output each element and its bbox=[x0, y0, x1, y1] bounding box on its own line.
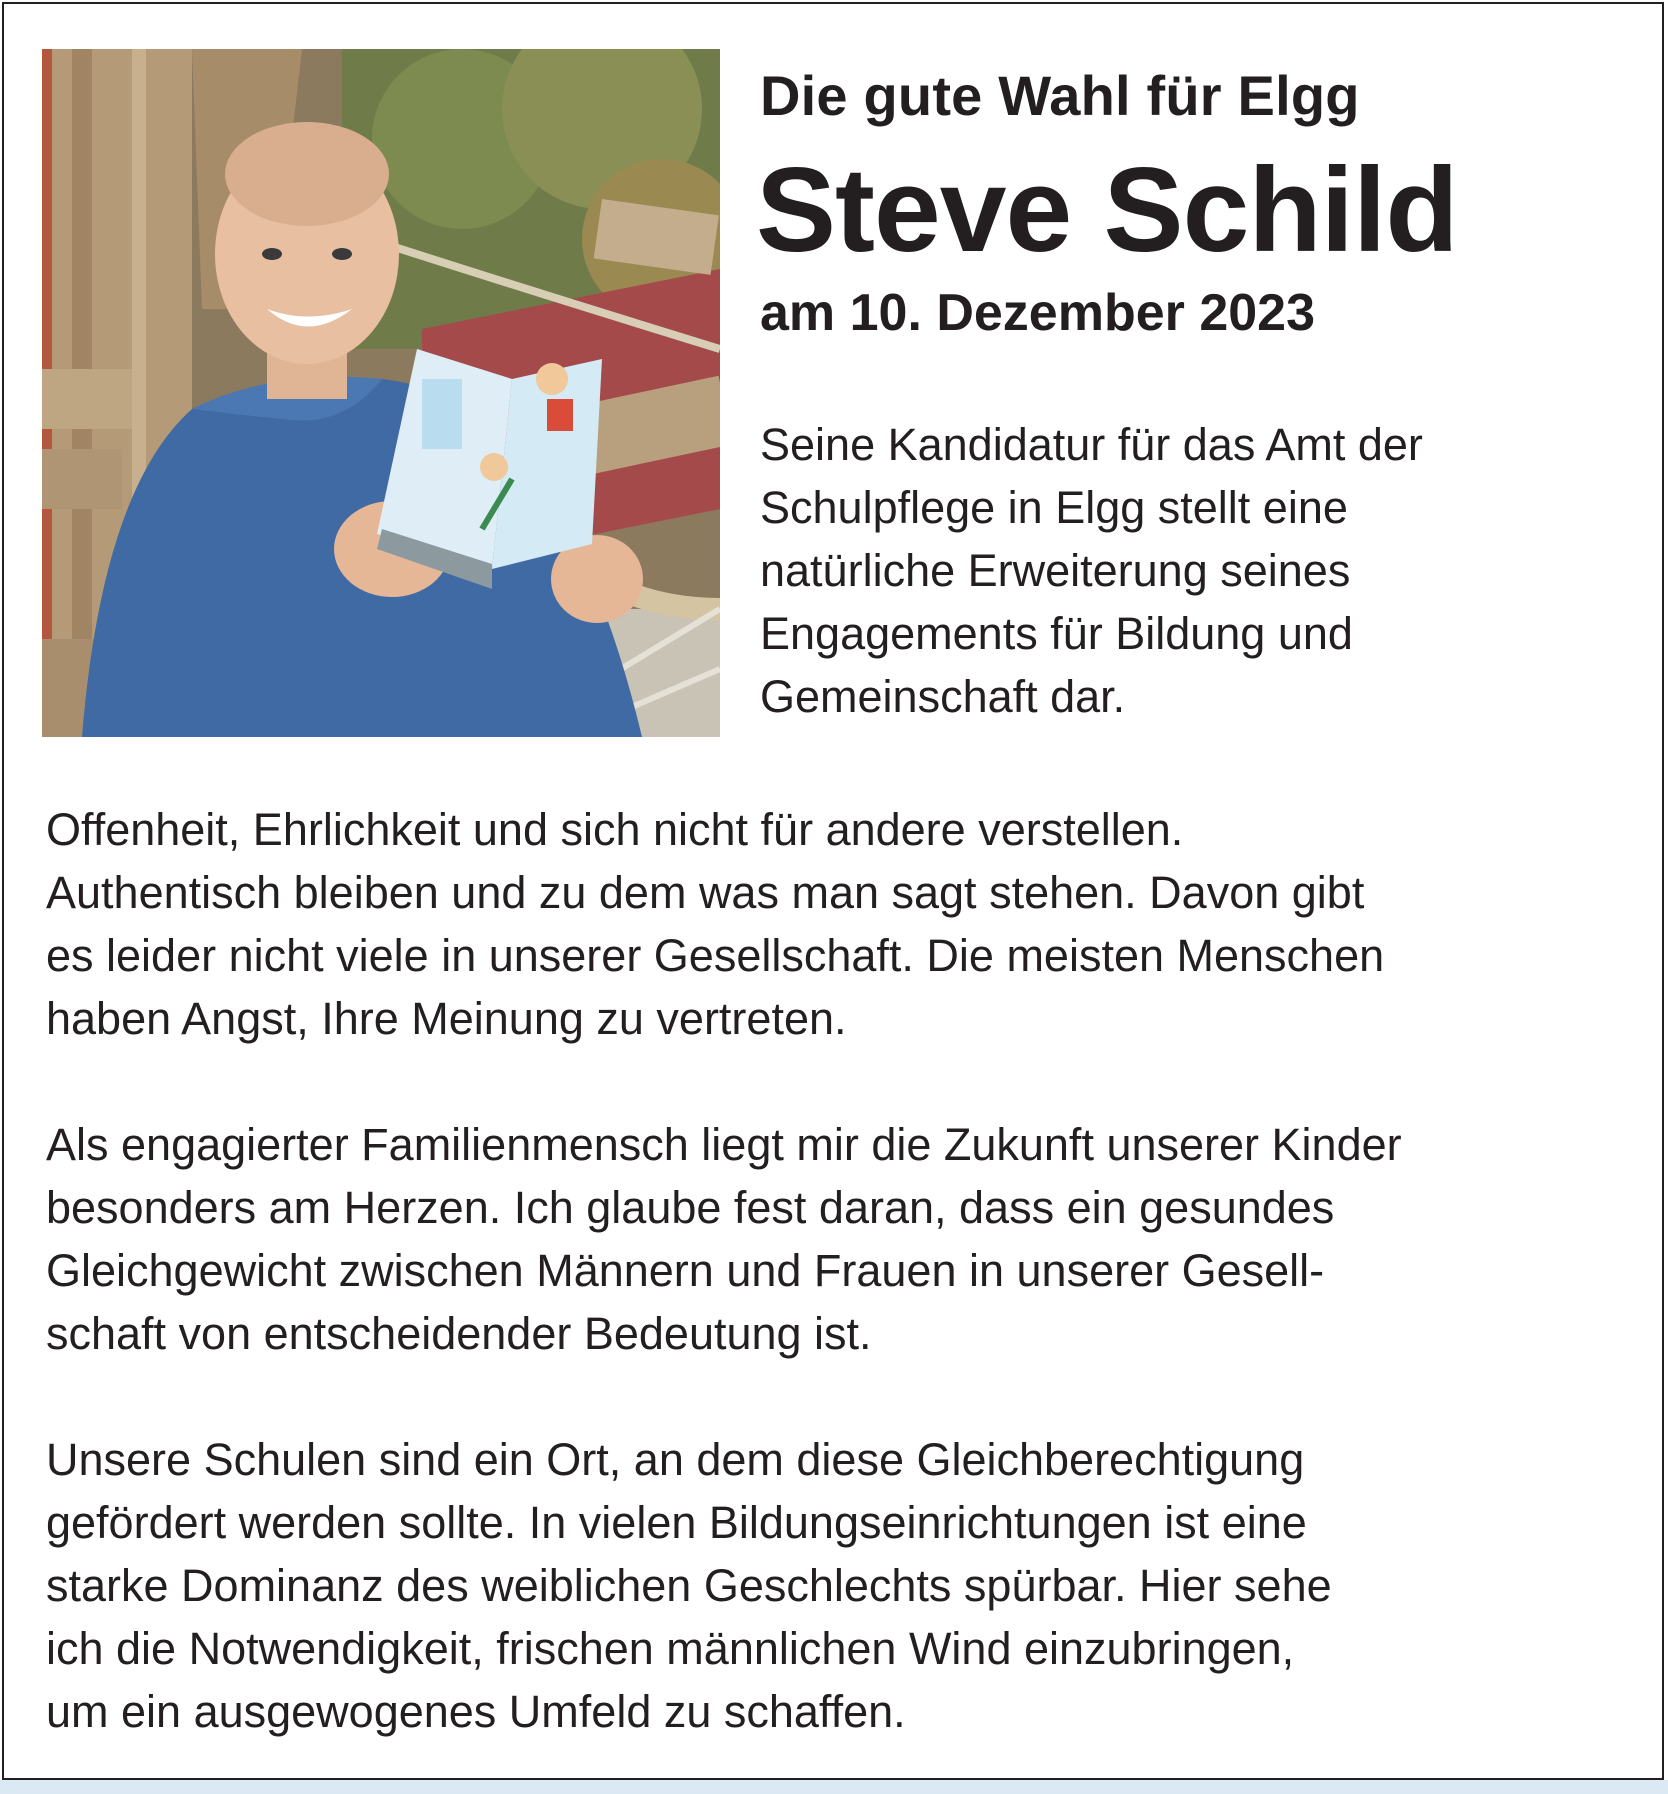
paragraph-honesty bbox=[46, 798, 1656, 1050]
intro-line: Gemeinschaft dar. bbox=[760, 671, 1126, 722]
intro-line: Engagements für Bildung und bbox=[760, 608, 1353, 659]
intro-paragraph bbox=[760, 413, 1640, 728]
paragraph-line: Offenheit, Ehrlichkeit und sich nicht für andere verstellen. bbox=[46, 804, 1184, 855]
paragraph-family bbox=[46, 1113, 1656, 1365]
paragraph-line: um ein ausgewogenes Umfeld zu schaffen. bbox=[46, 1686, 906, 1737]
kicker-headline: Die gute Wahl für Elgg bbox=[760, 64, 1360, 127]
paragraph-line: Authentisch bleiben und zu dem was man sagt stehen. Davon gibt bbox=[46, 867, 1365, 918]
paragraph-schools bbox=[46, 1428, 1656, 1743]
intro-line: Schulpflege in Elgg stellt eine bbox=[760, 482, 1348, 533]
paragraph-line: es leider nicht viele in unserer Gesellschaft. Die meisten Menschen bbox=[46, 930, 1385, 981]
paragraph-line: gefördert werden sollte. In vielen Bildungseinrichtungen ist eine bbox=[46, 1497, 1307, 1548]
candidate-name: Steve Schild bbox=[756, 143, 1458, 277]
paragraph-line: schaft von entscheidender Bedeutung ist. bbox=[46, 1308, 872, 1359]
paragraph-line: Unsere Schulen sind ein Ort, an dem diese Gleichberechtigung bbox=[46, 1434, 1305, 1485]
paragraph-line: ich die Notwendigkeit, frischen männlichen Wind einzubringen, bbox=[46, 1623, 1295, 1674]
intro-line: Seine Kandidatur für das Amt der bbox=[760, 419, 1423, 470]
candidate-photo bbox=[42, 49, 720, 737]
intro-line: natürliche Erweiterung seines bbox=[760, 545, 1351, 596]
paragraph-line: Als engagierter Familienmensch liegt mir die Zukunft unserer Kinder bbox=[46, 1119, 1402, 1170]
headline-block bbox=[756, 58, 1640, 346]
bottom-strip bbox=[0, 1780, 1668, 1794]
paragraph-line: starke Dominanz des weiblichen Geschlechts spürbar. Hier sehe bbox=[46, 1560, 1332, 1611]
election-date: am 10. Dezember 2023 bbox=[760, 284, 1316, 342]
paragraph-line: haben Angst, Ihre Meinung zu vertreten. bbox=[46, 993, 847, 1044]
paragraph-line: Gleichgewicht zwischen Männern und Frauen in unserer Gesell- bbox=[46, 1245, 1325, 1296]
paragraph-line: besonders am Herzen. Ich glaube fest daran, dass ein gesundes bbox=[46, 1182, 1335, 1233]
